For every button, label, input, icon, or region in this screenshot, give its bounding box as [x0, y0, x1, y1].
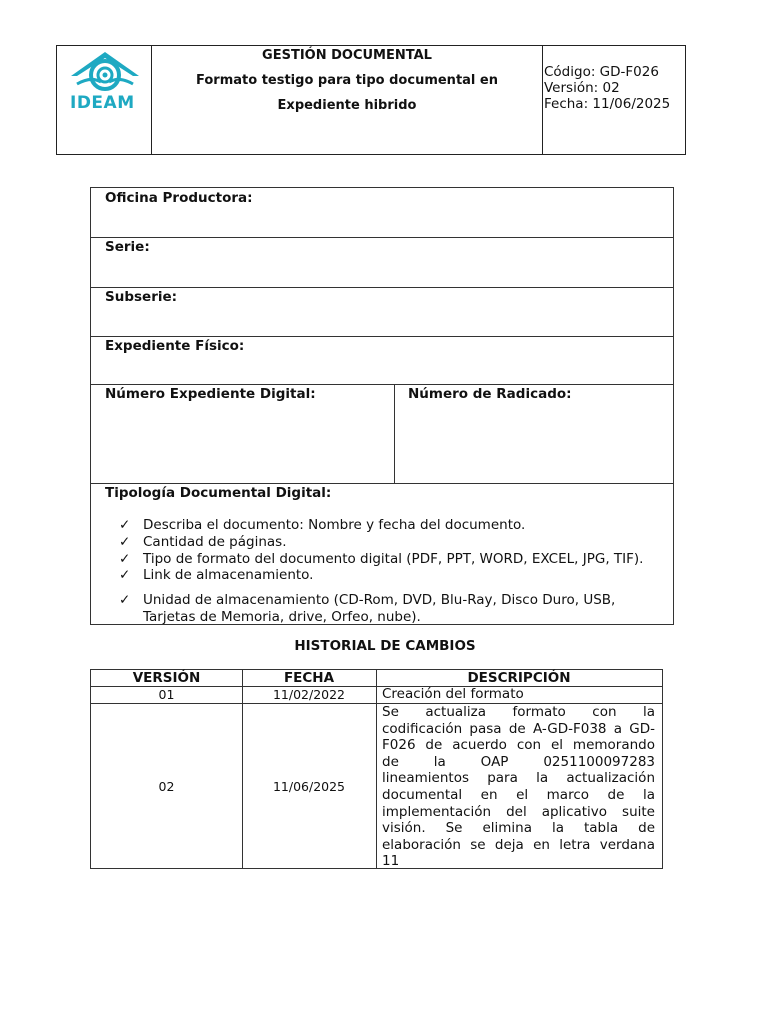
version-text: Versión: 02: [544, 80, 620, 96]
codigo-text: Código: GD-F026: [544, 64, 659, 80]
numero-expediente-digital-label: Número Expediente Digital:: [105, 386, 316, 402]
checklist-item-text: Tarjetas de Memoria, drive, Orfeo, nube).: [143, 609, 421, 625]
numero-radicado-label: Número de Radicado:: [408, 386, 572, 402]
description-line: documental en el marco de la: [382, 786, 655, 803]
check-mark-icon: ✓: [119, 592, 131, 608]
row-divider: [91, 384, 673, 385]
document-subtitle-line1: Formato testigo para tipo documental en: [196, 73, 498, 88]
historial-title: HISTORIAL DE CAMBIOS: [294, 638, 476, 654]
document-title: GESTIÓN DOCUMENTAL: [262, 48, 432, 63]
description-line: Se actualiza formato con la: [382, 704, 655, 720]
oficina-productora-label: Oficina Productora:: [105, 190, 253, 206]
row1-version: 01: [158, 687, 175, 702]
column-header-version: VERSIÓN: [132, 670, 201, 686]
expediente-fisico-label: Expediente Físico:: [105, 338, 245, 354]
subserie-label: Subserie:: [105, 289, 178, 305]
description-line: F026 de acuerdo con el memorando: [382, 737, 655, 754]
document-subtitle-line2: Expediente hibrido: [277, 98, 417, 113]
checklist-item-text: Tipo de formato del documento digital (PDF, PPT, WORD, EXCEL, JPG, TIF).: [143, 551, 644, 567]
check-mark-icon: ✓: [119, 567, 131, 583]
column-divider: [394, 384, 395, 483]
logo-text: IDEAM: [70, 93, 135, 113]
description-line: lineamientos para la actualización: [382, 770, 655, 787]
checklist-item-text: Cantidad de páginas.: [143, 534, 287, 550]
serie-label: Serie:: [105, 239, 150, 255]
description-line: codificación pasa de A-GD-F038 a GD-: [382, 720, 655, 737]
description-line: visión. Se elimina la tabla de: [382, 820, 655, 837]
fecha-text: Fecha: 11/06/2025: [544, 96, 671, 112]
header-title-cell: [152, 46, 543, 154]
row-divider: [91, 483, 673, 484]
column-header-fecha: FECHA: [283, 670, 335, 686]
row-divider: [91, 287, 673, 288]
checklist-item-text: Describa el documento: Nombre y fecha del documento.: [143, 517, 526, 533]
row1-descripcion: Creación del formato: [382, 686, 524, 702]
row-divider: [91, 237, 673, 238]
description-line: implementación del aplicativo suite: [382, 803, 655, 820]
description-line: elaboración se deja en letra verdana: [382, 836, 655, 853]
column-header-descripcion: DESCRIPCIÓN: [467, 670, 571, 686]
logo-cell: [57, 46, 152, 154]
description-line: de la OAP 0251100097283: [382, 753, 655, 770]
check-mark-icon: ✓: [119, 534, 131, 550]
row2-version: 02: [158, 779, 175, 794]
form-table: [90, 187, 674, 625]
check-mark-icon: ✓: [119, 517, 131, 533]
header-meta-cell: [543, 46, 685, 154]
column-divider: [376, 670, 377, 868]
row1-fecha: 11/02/2022: [272, 687, 346, 702]
historial-table: [90, 669, 663, 869]
row-divider: [91, 336, 673, 337]
tipologia-documental-label: Tipología Documental Digital:: [105, 485, 332, 501]
description-line: 11: [382, 853, 400, 870]
check-mark-icon: ✓: [119, 551, 131, 567]
checklist-item-text: Link de almacenamiento.: [143, 567, 314, 583]
row2-descripcion: [382, 704, 655, 870]
checklist-item-text: Unidad de almacenamiento (CD-Rom, DVD, Blu-Ray, Disco Duro, USB,: [143, 592, 616, 608]
row2-fecha: 11/06/2025: [272, 779, 346, 794]
document-header: [56, 45, 686, 155]
